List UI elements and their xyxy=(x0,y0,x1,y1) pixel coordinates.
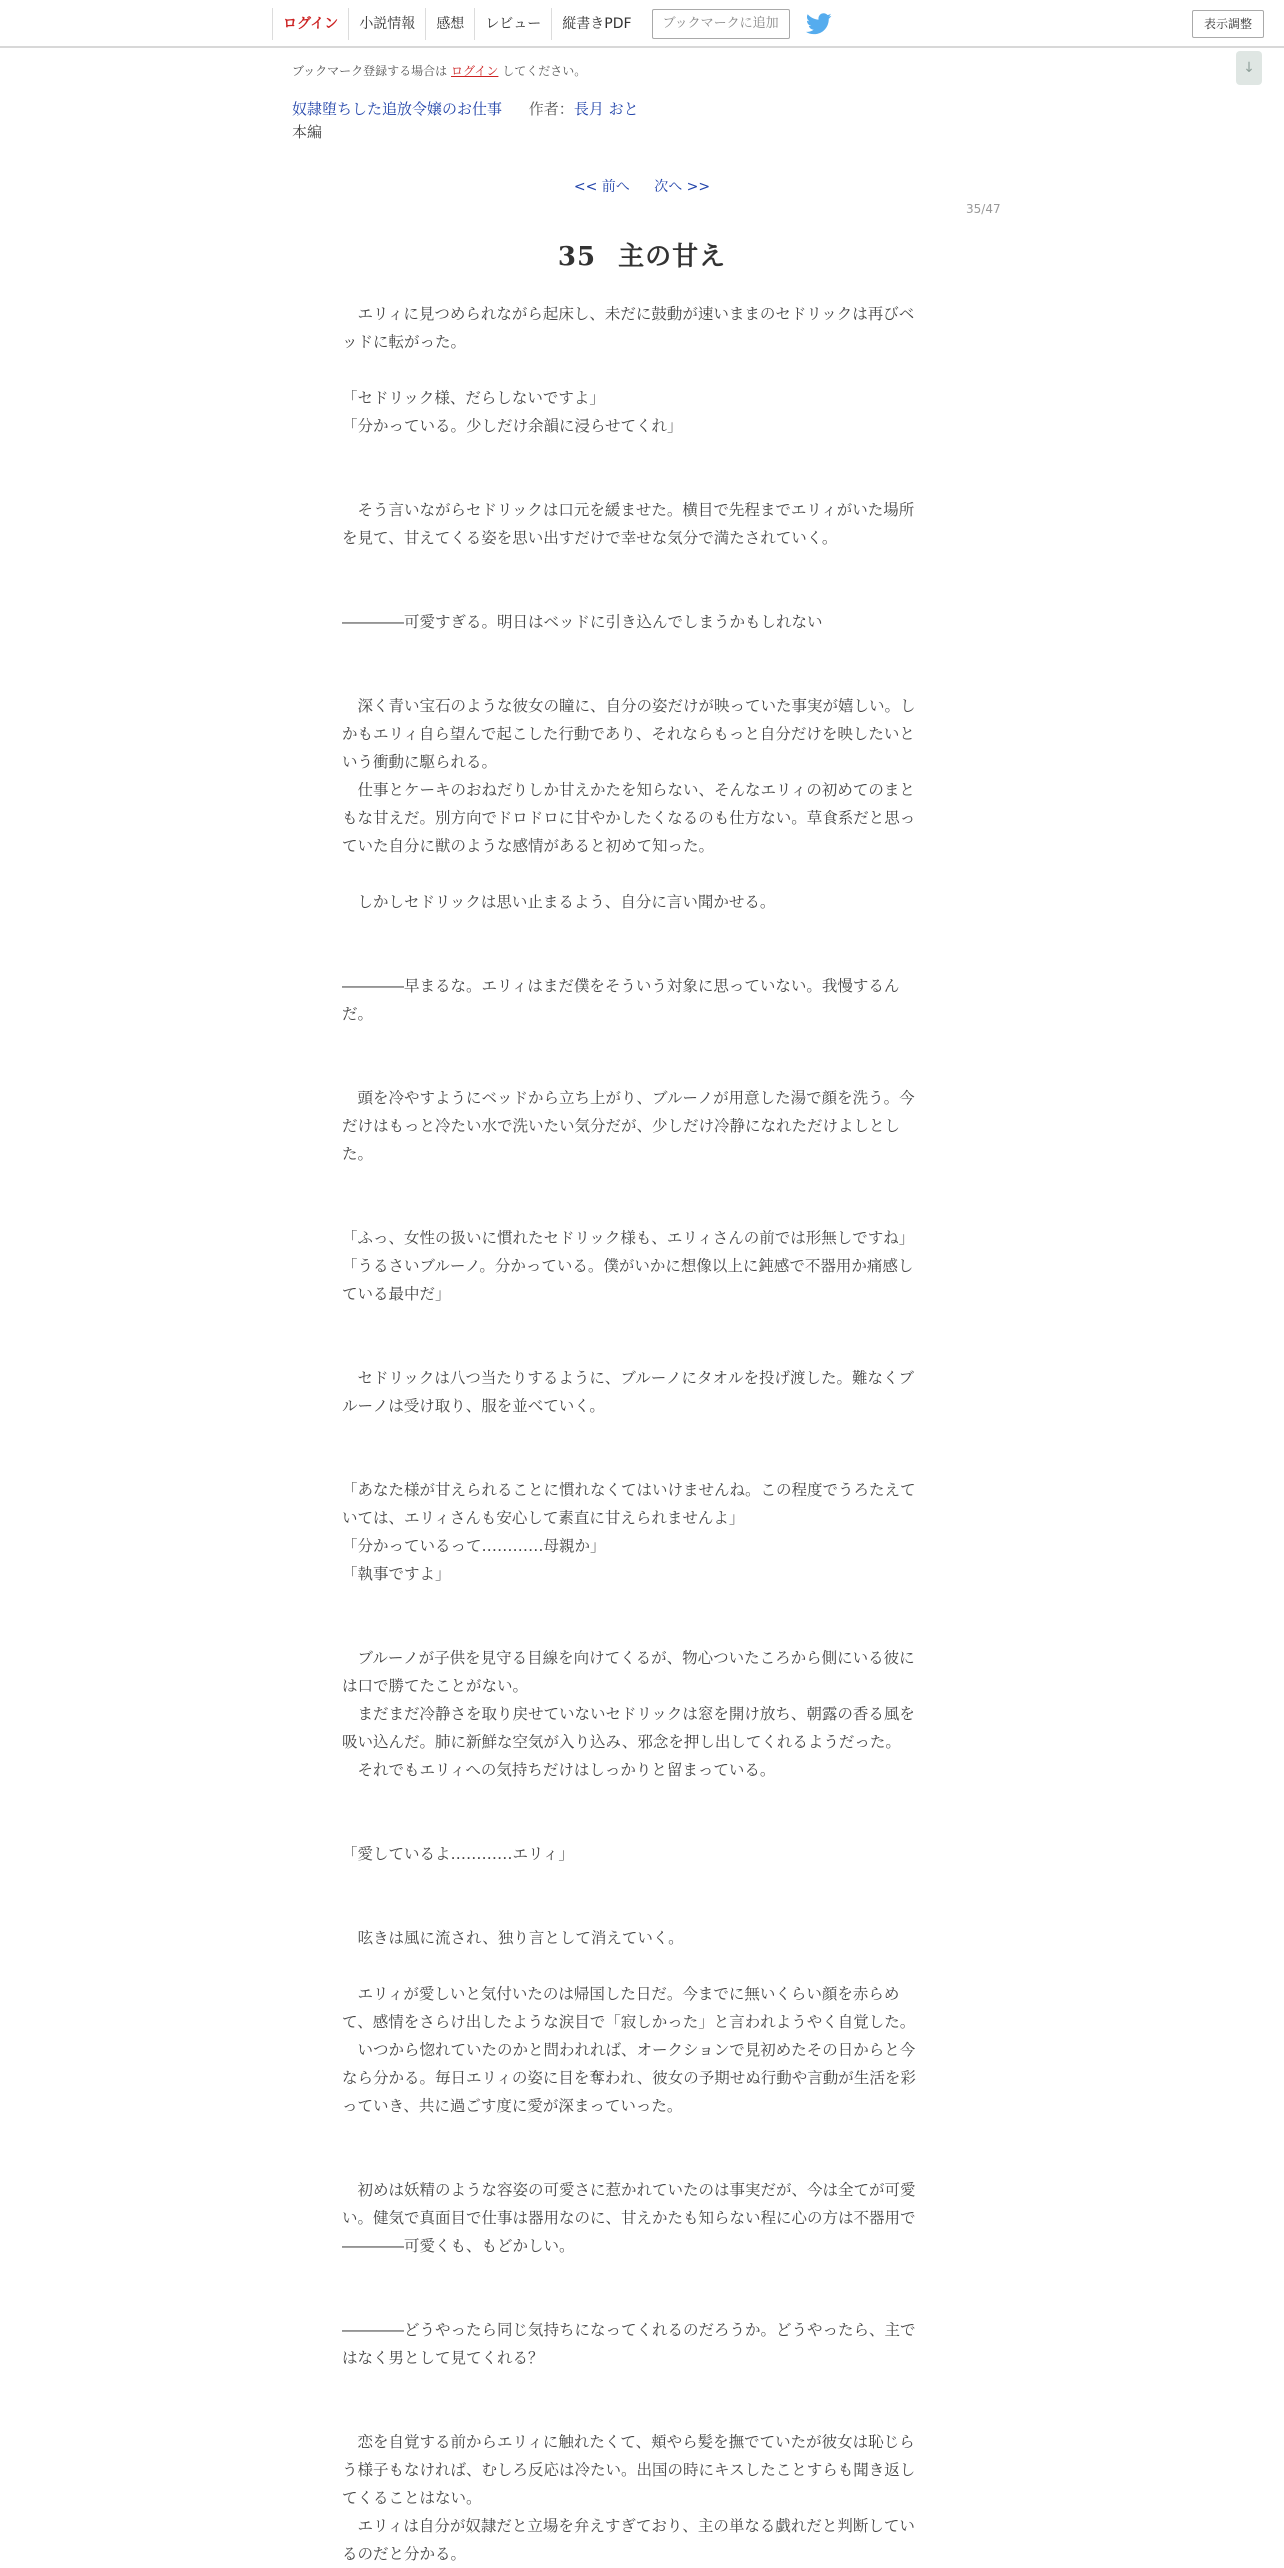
body-line xyxy=(342,2148,942,2176)
body-line: 吸い込んだ。肺に新鮮な空気が入り込み、邪念を押し出してくれるようだった。 xyxy=(342,1733,901,1751)
body-line xyxy=(342,2288,942,2316)
body-line: なら分かる。毎日エリィの姿に目を奪われ、彼女の予期せぬ行動や言動が生活を彩 xyxy=(342,2069,916,2087)
body-line: 「分かっている。少しだけ余韻に浸らせてくれ」 xyxy=(342,417,683,435)
body-line: ――――可愛くも、もどかしい。 xyxy=(342,2237,575,2255)
body-line: エリィが愛しいと気付いたのは帰国した日だ。今までに無いくらい顔を赤らめ xyxy=(342,1985,900,2003)
body-line: 「セドリック様、だらしないですよ」 xyxy=(342,389,605,407)
body-line: て、感情をさらけ出したような涙目で「寂しかった」と言われようやく自覚した。 xyxy=(342,2013,916,2031)
body-line xyxy=(342,2120,942,2148)
body-line xyxy=(342,468,942,496)
nav-login[interactable]: ログイン xyxy=(272,8,348,40)
body-line: もな甘えだ。別方向でドロドロに甘やかしたくなるのも仕方ない。草食系だと思っ xyxy=(342,809,916,827)
notice-login-link[interactable]: ログイン xyxy=(451,64,499,78)
top-header xyxy=(0,0,1284,48)
body-line: 「あなた様が甘えられることに慣れなくてはいけませんね。この程度でうろたえて xyxy=(342,1481,916,1499)
body-line: 「分かっているって…………母親か」 xyxy=(342,1537,606,1555)
body-line xyxy=(342,580,942,608)
add-bookmark-button[interactable]: ブックマークに追加 xyxy=(652,9,790,39)
body-line xyxy=(342,1448,942,1476)
body-line: エリィは自分が奴隷だと立場を弁えすぎており、主の単なる戯れだと判断してい xyxy=(342,2517,915,2535)
body-line: いては、エリィさんも安心して素直に甘えられませんよ」 xyxy=(342,1509,745,1527)
body-line: てくることはない。 xyxy=(342,2489,482,2507)
chapter-pager xyxy=(0,176,1284,196)
body-line: だ。 xyxy=(342,1005,374,1023)
body-line: 呟きは風に流され、独り言として消えていく。 xyxy=(342,1929,684,1947)
body-line: う様子もなければ、むしろ反応は冷たい。出国の時にキスしたことすらも聞き返し xyxy=(342,2461,916,2479)
body-line: 頭を冷やすようにベッドから立ち上がり、ブルーノが用意した湯で顔を洗う。今 xyxy=(342,1089,915,1107)
body-line xyxy=(342,636,942,664)
body-line: た。 xyxy=(342,1145,374,1163)
body-line: ていた自分に獣のような感情があると初めて知った。 xyxy=(342,837,715,855)
body-line: セドリックは八つ当たりするように、ブルーノにタオルを投げ渡した。難なくブ xyxy=(342,1369,914,1387)
body-line xyxy=(342,440,942,468)
author-name-link[interactable]: 長月 おと xyxy=(573,100,639,118)
body-line: は口で勝てたことがない。 xyxy=(342,1677,529,1695)
body-line: エリィに見つめられながら起床し、未だに鼓動が速いままのセドリックは再びベ xyxy=(342,305,915,323)
bookmark-login-notice xyxy=(292,62,586,79)
prev-chapter-link[interactable]: << 前へ xyxy=(573,179,630,195)
section-label: 本編 xyxy=(292,123,323,141)
chapter-title xyxy=(0,236,1284,273)
body-line xyxy=(342,944,942,972)
body-line xyxy=(342,1336,942,1364)
body-line: 恋を自覚する前からエリィに触れたくて、頬やら髪を撫でていたが彼女は恥じら xyxy=(342,2433,915,2451)
body-line xyxy=(342,1784,942,1812)
display-settings-button[interactable]: 表示調整 xyxy=(1192,10,1264,38)
body-line: 「愛しているよ…………エリィ」 xyxy=(342,1845,574,1863)
body-line: ブルーノが子供を見守る目線を向けてくるが、物心ついたころから側にいる彼に xyxy=(342,1649,915,1667)
nav-impressions[interactable]: 感想 xyxy=(425,8,474,40)
body-line: 仕事とケーキのおねだりしか甘えかたを知らない、そんなエリィの初めてのまと xyxy=(342,781,915,799)
body-line: 「うるさいブルーノ。分かっている。僕がいかに想像以上に鈍感で不器用か痛感し xyxy=(342,1257,914,1275)
chapter-number: 35 xyxy=(557,242,597,272)
body-line: ッドに転がった。 xyxy=(342,333,467,351)
body-line: ――――どうやったら同じ気持ちになってくれるのだろうか。どうやったら、主で xyxy=(342,2321,916,2339)
body-line: そう言いながらセドリックは口元を緩ませた。横目で先程までエリィがいた場所 xyxy=(342,501,915,519)
author-label: 作者： xyxy=(528,100,574,118)
body-line: それでもエリィへの気持ちだけはしっかりと留まっている。 xyxy=(342,1761,776,1779)
chapter-count: 35/47 xyxy=(966,202,1001,216)
body-line xyxy=(342,2260,942,2288)
body-line: まだまだ冷静さを取り戻せていないセドリックは窓を開け放ち、朝露の香る風を xyxy=(342,1705,915,1723)
scroll-down-arrow-icon[interactable]: ↓ xyxy=(1236,51,1262,85)
nav-review[interactable]: レビュー xyxy=(474,8,551,40)
body-line xyxy=(342,1588,942,1616)
body-line: ている最中だ」 xyxy=(342,1285,451,1303)
body-line: ルーノは受け取り、服を並べていく。 xyxy=(342,1397,605,1415)
body-line: ――――早まるな。エリィはまだ僕をそういう対象に思っていない。我慢するん xyxy=(342,977,900,995)
body-line xyxy=(342,1168,942,1196)
body-line xyxy=(342,1868,942,1896)
body-line xyxy=(342,916,942,944)
novel-body-text xyxy=(342,300,942,2568)
body-line: 深く青い宝石のような彼女の瞳に、自分の姿だけが映っていた事実が嬉しい。し xyxy=(342,697,916,715)
body-line xyxy=(342,1812,942,1840)
body-line xyxy=(342,1952,942,1980)
body-line xyxy=(342,356,942,384)
body-line: 初めは妖精のような容姿の可愛さに惹かれていたのは事実だが、今は全てが可愛 xyxy=(342,2181,916,2199)
chapter-title-text: 主の甘え xyxy=(618,242,727,272)
body-line: だけはもっと冷たい水で洗いたい気分だが、少しだけ冷静になれただけよしとし xyxy=(342,1117,901,1135)
body-line xyxy=(342,664,942,692)
next-chapter-link[interactable]: 次へ >> xyxy=(654,179,711,195)
global-nav xyxy=(272,8,832,40)
body-line: いう衝動に駆られる。 xyxy=(342,753,498,771)
body-line: るのだと分かる。 xyxy=(342,2545,467,2563)
twitter-bird-icon[interactable] xyxy=(806,13,832,35)
body-line xyxy=(342,860,942,888)
body-line: っていき、共に過ごす度に愛が深まっていった。 xyxy=(342,2097,683,2115)
nav-novel-info[interactable]: 小説情報 xyxy=(348,8,425,40)
body-line: 「執事ですよ」 xyxy=(342,1565,451,1583)
body-line xyxy=(342,1196,942,1224)
novel-title-link[interactable]: 奴隷堕ちした追放令嬢のお仕事 xyxy=(292,100,503,118)
body-line: かもエリィ自ら望んで起こした行動であり、それならもっと自分だけを映したいと xyxy=(342,725,915,743)
body-line: いつから惚れていたのかと問われれば、オークションで見初めたその日からと今 xyxy=(342,2041,916,2059)
body-line xyxy=(342,1056,942,1084)
body-line xyxy=(342,2400,942,2428)
body-line xyxy=(342,1420,942,1448)
nav-vertical-pdf[interactable]: 縦書きPDF xyxy=(551,8,641,40)
body-line xyxy=(342,552,942,580)
body-line: を見て、甘えてくる姿を思い出すだけで幸せな気分で満たされていく。 xyxy=(342,529,838,547)
body-line: はなく男として見てくれる？ xyxy=(342,2349,544,2367)
body-line: い。健気で真面目で仕事は器用なのに、甘えかたも知らない程に心の方は不器用で xyxy=(342,2209,916,2227)
body-line: ――――可愛すぎる。明日はベッドに引き込んでしまうかもしれない xyxy=(342,613,823,631)
body-line: しかしセドリックは思い止まるよう、自分に言い聞かせる。 xyxy=(342,893,776,911)
notice-prefix: ブックマーク登録する場合は xyxy=(292,64,448,78)
body-line xyxy=(342,1308,942,1336)
body-line xyxy=(342,1028,942,1056)
body-line: 「ふっ、女性の扱いに慣れたセドリック様も、エリィさんの前では形無しですね」 xyxy=(342,1229,915,1247)
notice-suffix: してください。 xyxy=(502,64,587,78)
novel-header xyxy=(292,98,639,119)
body-line xyxy=(342,1896,942,1924)
body-line xyxy=(342,1616,942,1644)
body-line xyxy=(342,2372,942,2400)
